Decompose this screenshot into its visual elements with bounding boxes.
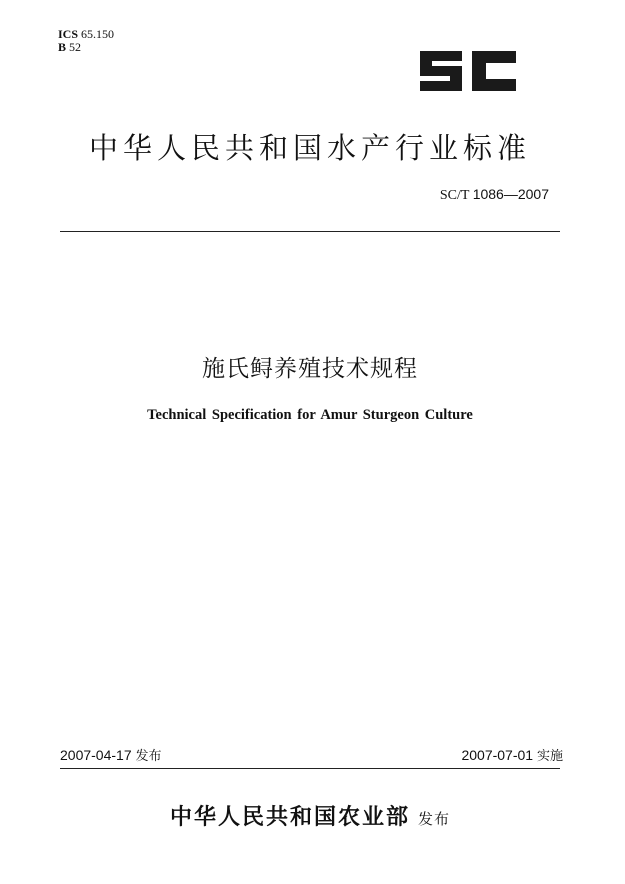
footer-divider: [60, 768, 560, 769]
effective-date-block: [461, 745, 563, 764]
ccs-label: B: [58, 40, 67, 54]
sc-logo: [418, 46, 518, 96]
effective-date: 2007-07-01: [461, 747, 534, 763]
issue-label: 发布: [135, 749, 162, 764]
effective-label: 实施: [536, 749, 563, 764]
ccs-code: 52: [69, 40, 82, 54]
standard-category-title: 中华人民共和国水产行业标准: [88, 131, 531, 165]
document-title-cn: 施氏鲟养殖技术规程: [202, 356, 418, 382]
publisher-line: [60, 800, 560, 831]
standard-code: 1086—2007: [472, 186, 549, 202]
ics-code: 65.150: [81, 27, 115, 41]
ics-label: ICS: [58, 27, 79, 41]
classification-codes: [58, 28, 114, 54]
publisher-name: 中华人民共和国农业部: [169, 804, 410, 830]
document-title-en: Technical Specification for Amur Sturgeon Culture: [147, 407, 473, 423]
issue-date: 2007-04-17: [60, 747, 132, 763]
issue-date-block: [60, 745, 162, 764]
header-divider: [60, 231, 560, 232]
standard-number: [440, 186, 549, 204]
standard-prefix: SC/T: [439, 188, 470, 203]
publisher-suffix: 发布: [418, 810, 451, 828]
